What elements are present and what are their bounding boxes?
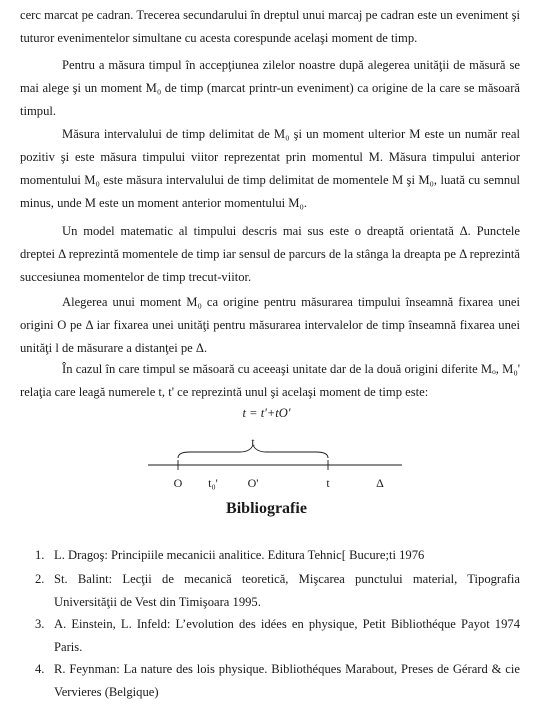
reference-item <box>35 658 520 704</box>
reference-number: 2. <box>35 572 45 586</box>
label-t: t <box>326 476 330 490</box>
paragraph-3: Măsura intervalului de timp delimitat de M₀ şi un moment ulterior M este un număr real pozitiv şi este măsura timpului viitor reprezentat prin momentul M. Măsura timpului anterior momentului M₀ este măsura intervalului de timp delimitat de momentele M şi M₀, luată cu semnul minus, unde M este un moment anterior momentului M₀. <box>20 127 520 210</box>
bibliography-title: Bibliografie <box>226 500 307 517</box>
label-t0-prime: t₀' <box>208 476 218 490</box>
reference-item <box>35 613 520 659</box>
reference-number: 3. <box>35 617 45 631</box>
label-origin-o-prime: O' <box>247 476 259 490</box>
paragraph-1: cerc marcat pe cadran. Trecerea secundarului în dreptul unui marcaj pe cadran este un eveniment şi tuturor evenimentelor simultane cu acesta corespunde acelaşi moment de timp. <box>20 8 520 45</box>
reference-number: 1. <box>35 548 45 562</box>
reference-item <box>35 568 520 614</box>
reference-text: A. Einstein, L. Infeld: L’evolution des idées en physique, Petit Bibliothéque Payot 1974 Paris. <box>54 617 520 654</box>
reference-text: L. Dragoş: Principiile mecanicii analitice. Editura Tehnic[ Bucure;ti 1976 <box>54 548 425 562</box>
time-axis-diagram <box>140 432 410 492</box>
paragraph-2: Pentru a măsura timpul în accepţiunea zilelor noastre după alegerea unităţii de măsură se mai alege şi un moment M₀ de timp (marcat printr-un eveniment) ca origine de la care se măsoară timpul. <box>20 58 520 118</box>
reference-number: 4. <box>35 662 45 676</box>
brace-label: t <box>251 435 255 449</box>
time-relation-formula: t = t'+tO' <box>242 406 291 420</box>
label-delta: Δ <box>376 476 384 490</box>
reference-text: R. Feynman: La nature des lois physique. Bibliothéques Marabout, Preses de Gérard & cie Vervieres (Belgique) <box>54 662 520 699</box>
paragraph-6: În cazul în care timpul se măsoară cu aceeaşi unitate dar de la două origini diferite Mₒ, M₀' relaţia care leagă numerele t, t' ce reprezintă unul şi acelaşi moment de timp este: <box>20 362 520 399</box>
paragraph-5: Alegerea unui moment M₀ ca origine pentru măsurarea timpului înseamnă fixarea unei origini O pe Δ iar fixarea unei unităţi pentru măsurarea intervalelor de timp înseamnă fixarea unei unităţi l de măsurare a distanţei pe Δ. <box>20 295 520 355</box>
paragraph-4: Un model matematic al timpului descris mai sus este o dreaptă orientată Δ. Punctele dreptei Δ reprezintă momentele de timp iar sensul de parcurs de la stânga la dreapta pe Δ reprezintă succesiunea momentelor de timp trecut-viitor. <box>20 224 520 284</box>
label-origin-o: O <box>173 476 183 490</box>
reference-text: St. Balint: Lecţii de mecanică teoretică, Mişcarea punctului material, Tipografia Universităţii de Vest din Timişoara 1995. <box>54 572 520 609</box>
reference-item <box>35 544 520 567</box>
